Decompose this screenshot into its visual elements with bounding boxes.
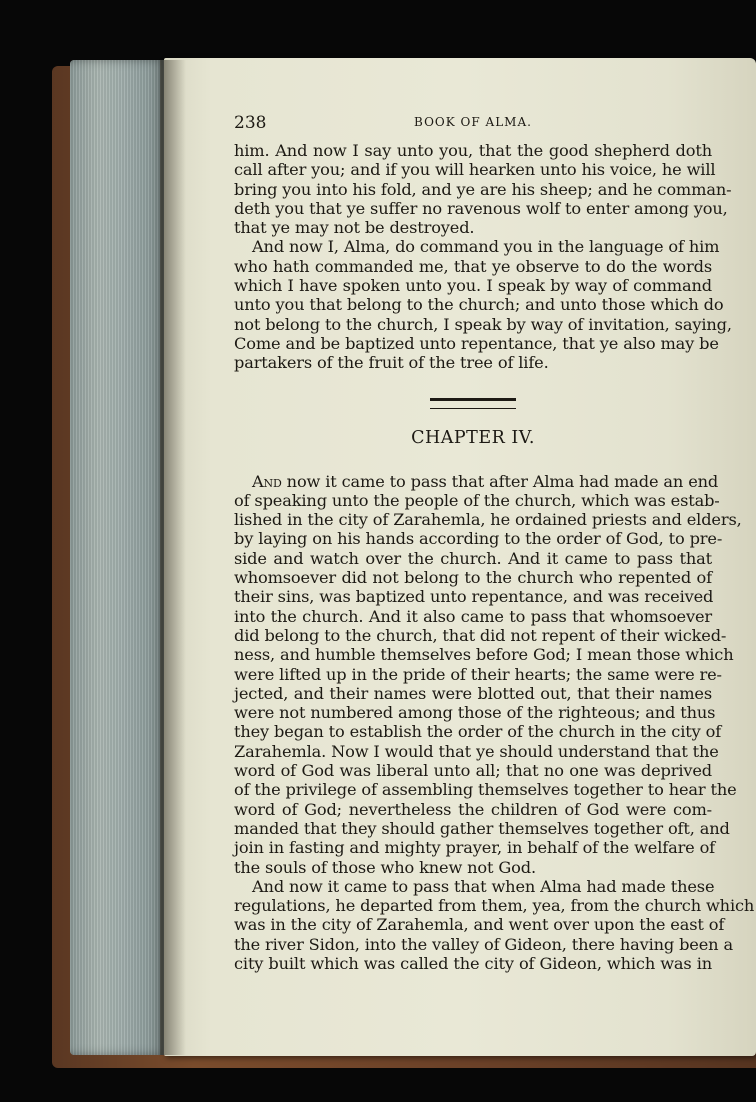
running-title: BOOK OF ALMA.: [414, 115, 532, 129]
text-line: which I have spoken unto you. I speak by way of command: [234, 276, 712, 296]
body-text-top: [234, 141, 732, 373]
chapter-first-line-rest: now it came to pass that after Alma had made an end: [281, 471, 719, 491]
text-line: of the privilege of assembling themselves together to hear the: [234, 780, 737, 800]
text-line: And now I, Alma, do command you in the language of him: [252, 237, 720, 257]
text-line: did belong to the church, that did not repent of their wicked-: [234, 625, 727, 645]
text-line: they began to establish the order of the church in the city of: [234, 722, 722, 742]
text-line: Zarahemla. Now I would that ye should understand that the: [234, 741, 719, 761]
text-line: lished in the city of Zarahemla, he ordained priests and elders,: [234, 510, 742, 530]
text-line: whomsoever did not belong to the church who repented of: [234, 568, 712, 588]
text-line: call after you; and if you will hearken unto his voice, he will: [234, 160, 716, 180]
page-text-block: [234, 113, 755, 973]
page-number: 238: [234, 113, 267, 133]
text-line: side and watch over the church. And it came to pass that: [234, 548, 712, 568]
text-line: jected, and their names were blotted out, that their names: [234, 683, 712, 703]
text-line: manded that they should gather themselves together oft, and: [234, 818, 730, 838]
text-line: was in the city of Zarahemla, and went over upon the east of: [234, 915, 725, 935]
section-divider: [234, 398, 712, 412]
text-line: Come and be baptized unto repentance, that ye also may be: [234, 333, 719, 353]
text-line: And now it came to pass that when Alma had made these: [252, 876, 715, 896]
text-line: city built which was called the city of Gideon, which was in: [234, 953, 712, 973]
text-line: into the church. And it also came to pass that whomsoever: [234, 606, 712, 626]
gutter-shadow: [160, 60, 186, 1055]
text-line: by laying on his hands according to the order of God, to pre-: [234, 529, 723, 549]
text-line: bring you into his fold, and ye are his sheep; and he comman-: [234, 179, 732, 199]
text-line: unto you that belong to the church; and unto those which do: [234, 295, 724, 315]
book-page: [164, 58, 756, 1056]
text-line: him. And now I say unto you, that the good shepherd doth: [234, 141, 712, 160]
double-rule: [430, 398, 516, 409]
text-line: ness, and humble themselves before God; I mean those which: [234, 645, 734, 665]
text-line: their sins, was baptized unto repentance, and was received: [234, 587, 714, 607]
text-line: deth you that ye suffer no ravenous wolf to enter among you,: [234, 198, 728, 218]
text-line: were lifted up in the pride of their hearts; the same were re-: [234, 664, 722, 684]
text-line: regulations, he departed from them, yea, from the church which: [234, 896, 755, 916]
text-line: that ye may not be destroyed.: [234, 218, 475, 238]
text-line: word of God; nevertheless the children of God were com-: [234, 799, 712, 819]
text-line: partakers of the fruit of the tree of life.: [234, 353, 549, 373]
text-line: the river Sidon, into the valley of Gideon, there having been a: [234, 934, 733, 954]
body-text-chapter: [234, 471, 755, 974]
text-line: the souls of those who knew not God.: [234, 857, 536, 877]
page-edges: [70, 60, 166, 1055]
text-line-first: [234, 471, 719, 491]
text-line: were not numbered among those of the righteous; and thus: [234, 703, 716, 723]
text-line: join in fasting and mighty prayer, in behalf of the welfare of: [234, 838, 716, 858]
chapter-heading: CHAPTER IV.: [411, 427, 535, 448]
text-line: word of God was liberal unto all; that no one was deprived: [234, 761, 712, 781]
running-head: [234, 113, 712, 137]
chapter-first-word: And: [252, 471, 282, 491]
text-line: who hath commanded me, that ye observe to do the words: [234, 256, 712, 276]
text-line: of speaking unto the people of the church, which was estab-: [234, 490, 720, 510]
text-line: not belong to the church, I speak by way of invitation, saying,: [234, 314, 732, 334]
